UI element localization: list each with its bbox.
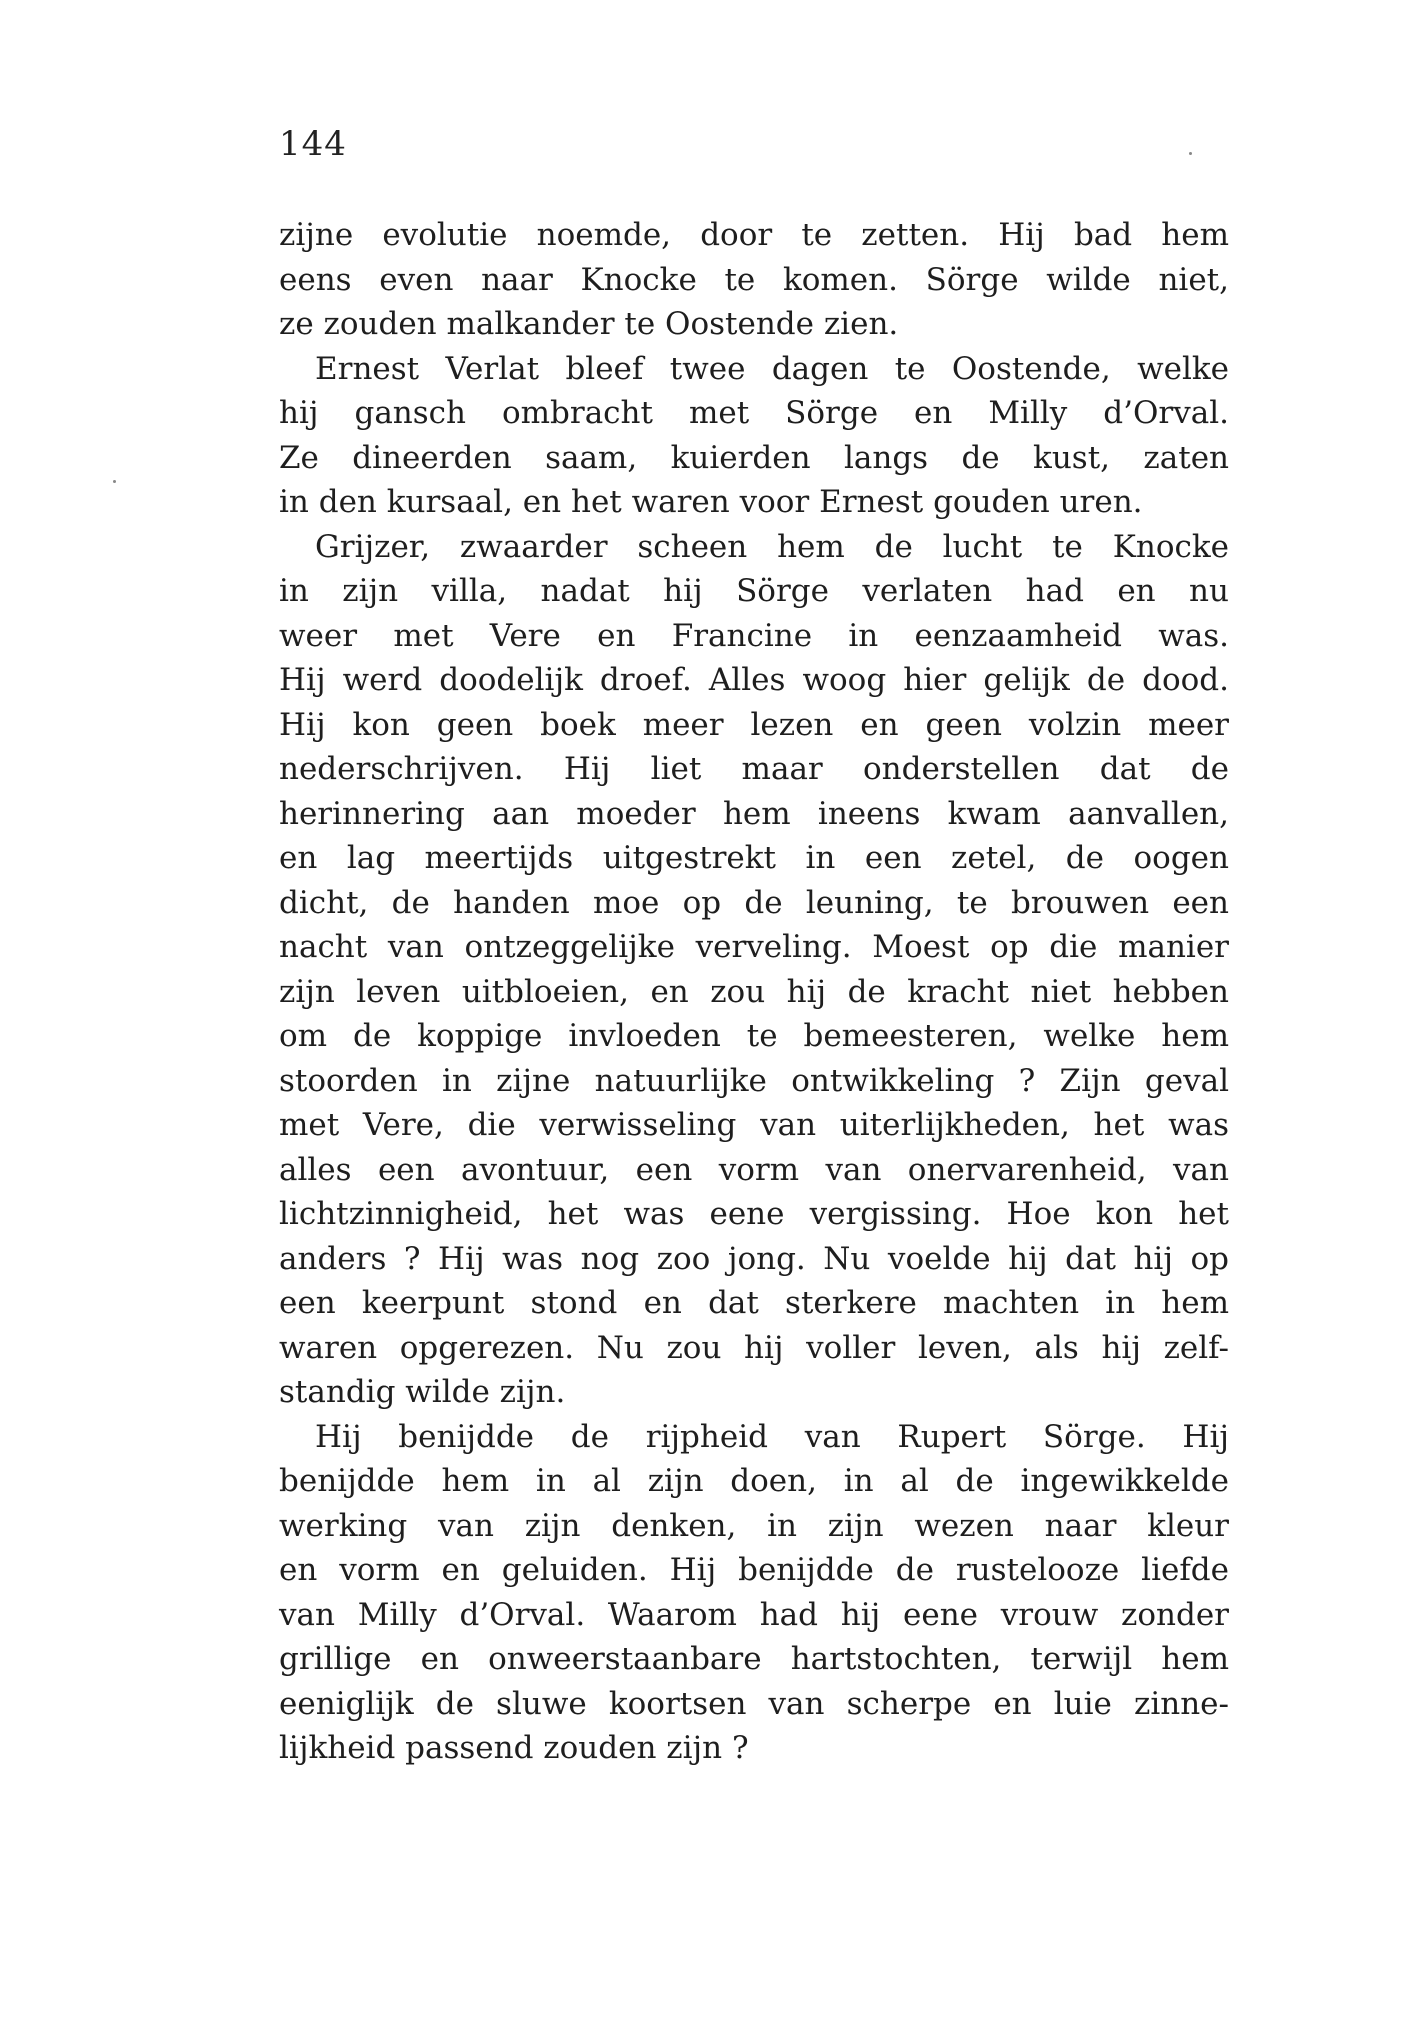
- text-line: standig wilde zijn.: [279, 1374, 566, 1410]
- text-line: Hij kon geen boek meer lezen en geen volzin meer: [279, 706, 1229, 743]
- text-line: zijne evolutie noemde, door te zetten. Hij bad hem: [279, 217, 1229, 253]
- paragraph-3: [279, 525, 1229, 1415]
- text-line: stoorden in zijne natuurlijke ontwikkeling ? Zijn geval: [279, 1062, 1229, 1099]
- text-line: lijkheid passend zouden zijn ?: [279, 1730, 749, 1766]
- text-line: om de koppige invloeden te bemeesteren, welke hem: [279, 1018, 1229, 1054]
- text-line: werking van zijn denken, in zijn wezen naar kleur: [279, 1507, 1229, 1544]
- text-line: Hij benijdde de rijpheid van Rupert Sörge. Hij: [315, 1418, 1229, 1455]
- text-line: nederschrijven. Hij liet maar onderstellen dat de: [279, 751, 1229, 787]
- text-line: dicht, de handen moe op de leuning, te brouwen een: [279, 884, 1229, 921]
- page-number: 144: [279, 124, 347, 164]
- paragraph-2: [279, 347, 1229, 525]
- text-line: lichtzinnigheid, het was eene vergissing. Hoe kon het: [279, 1196, 1229, 1232]
- paragraph-1: [279, 213, 1229, 347]
- text-line: alles een avontuur, een vorm van onervarenheid, van: [279, 1151, 1229, 1188]
- text-line: anders ? Hij was nog zoo jong. Nu voelde hij dat hij op: [279, 1240, 1229, 1277]
- text-line: grillige en onweerstaanbare hartstochten, terwijl hem: [279, 1641, 1229, 1677]
- text-line: weer met Vere en Francine in eenzaamheid was.: [279, 617, 1229, 654]
- paper-speck: [1189, 152, 1192, 155]
- text-line: waren opgerezen. Nu zou hij voller leven, als hij zelf-: [279, 1329, 1229, 1366]
- body-text: [279, 213, 1229, 1771]
- text-line: in den kursaal, en het waren voor Ernest gouden uren.: [279, 484, 1143, 520]
- text-line: nacht van ontzeggelijke verveling. Moest op die manier: [279, 929, 1229, 965]
- text-line: Ernest Verlat bleef twee dagen te Oostende, welke: [315, 350, 1229, 387]
- text-line: ze zouden malkander te Oostende zien.: [279, 306, 899, 342]
- text-line: met Vere, die verwisseling van uiterlijkheden, het was: [279, 1107, 1229, 1143]
- text-line: eeniglijk de sluwe koortsen van scherpe en luie zinne-: [279, 1685, 1229, 1722]
- text-line: van Milly d’Orval. Waarom had hij eene vrouw zonder: [279, 1596, 1229, 1633]
- text-line: herinnering aan moeder hem ineens kwam aanvallen,: [279, 795, 1229, 832]
- text-line: een keerpunt stond en dat sterkere machten in hem: [279, 1285, 1229, 1321]
- text-line: benijdde hem in al zijn doen, in al de ingewikkelde: [279, 1463, 1229, 1499]
- text-line: Ze dineerden saam, kuierden langs de kust, zaten: [279, 439, 1229, 476]
- text-line: hij gansch ombracht met Sörge en Milly d’Orval.: [279, 395, 1229, 431]
- text-line: zijn leven uitbloeien, en zou hij de kracht niet hebben: [279, 973, 1229, 1010]
- text-line: Grijzer, zwaarder scheen hem de lucht te Knocke: [315, 528, 1229, 565]
- text-line: in zijn villa, nadat hij Sörge verlaten had en nu: [279, 573, 1229, 609]
- text-line: eens even naar Knocke te komen. Sörge wilde niet,: [279, 261, 1229, 298]
- text-line: Hij werd doodelijk droef. Alles woog hier gelijk de dood.: [279, 662, 1229, 698]
- text-line: en vorm en geluiden. Hij benijdde de rustelooze liefde: [279, 1552, 1229, 1588]
- text-line: en lag meertijds uitgestrekt in een zetel, de oogen: [279, 840, 1229, 876]
- paper-speck: [113, 480, 116, 483]
- paragraph-4: [279, 1415, 1229, 1771]
